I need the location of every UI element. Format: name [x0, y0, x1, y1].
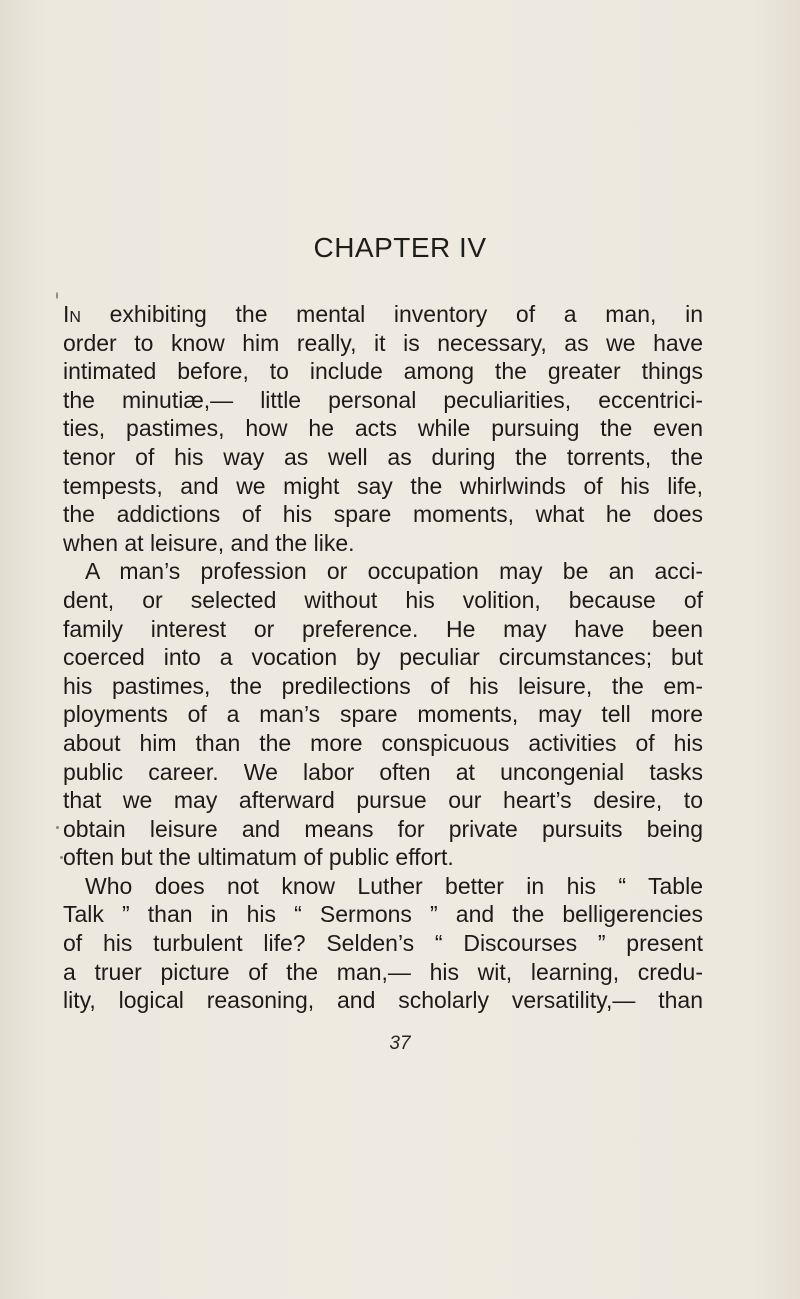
text-line: a truer picture of the man,— his wit, learning, credu-: [63, 958, 703, 985]
chapter-title: CHAPTER IV: [313, 232, 487, 263]
text-line: of his turbulent life? Selden’s “ Discourses ” present: [63, 930, 703, 957]
text-line: the addictions of his spare moments, what he does: [63, 501, 703, 528]
text-line: Who does not know Luther better in his “ Table: [85, 872, 703, 899]
ink-speck: [56, 826, 59, 829]
text-line: order to know him really, it is necessary, as we have: [63, 329, 703, 356]
text-line-content: exhibiting the mental inventory of a man, in: [80, 301, 703, 327]
text-line: dent, or selected without his volition, because of: [63, 586, 703, 613]
text-line: that we may afterward pursue our heart’s desire, to: [63, 787, 703, 814]
text-line: coerced into a vocation by peculiar circumstances; but: [63, 644, 703, 671]
drop-lead-word: In: [63, 301, 81, 327]
page-number: 37: [389, 1033, 411, 1054]
ink-speck: [56, 292, 58, 299]
text-line: tempests, and we might say the whirlwinds of his life,: [63, 472, 703, 499]
text-line: often but the ultimatum of public effort.: [63, 844, 454, 871]
ink-speck: [60, 856, 63, 859]
text-line: the minutiæ,— little personal peculiarities, eccentrici-: [63, 386, 703, 413]
text-line: ployments of a man’s spare moments, may tell more: [63, 701, 703, 728]
text-line: when at leisure, and the like.: [63, 529, 355, 556]
body-text: [63, 300, 703, 1015]
text-line: about him than the more conspicuous activities of his: [63, 729, 703, 756]
text-line: ties, pastimes, how he acts while pursuing the even: [63, 415, 703, 442]
text-line: obtain leisure and means for private pursuits being: [63, 815, 703, 842]
text-line: tenor of his way as well as during the torrents, the: [63, 443, 703, 470]
text-line: [63, 300, 703, 329]
text-line: his pastimes, the predilections of his leisure, the em-: [63, 672, 703, 699]
text-line: intimated before, to include among the greater things: [63, 358, 703, 385]
text-line: family interest or preference. He may have been: [63, 615, 703, 642]
text-line: public career. We labor often at uncongenial tasks: [63, 758, 703, 785]
text-line: A man’s profession or occupation may be an acci-: [85, 558, 703, 585]
text-line: Talk ” than in his “ Sermons ” and the belligerencies: [63, 901, 703, 928]
text-line: lity, logical reasoning, and scholarly versatility,— than: [63, 987, 703, 1014]
